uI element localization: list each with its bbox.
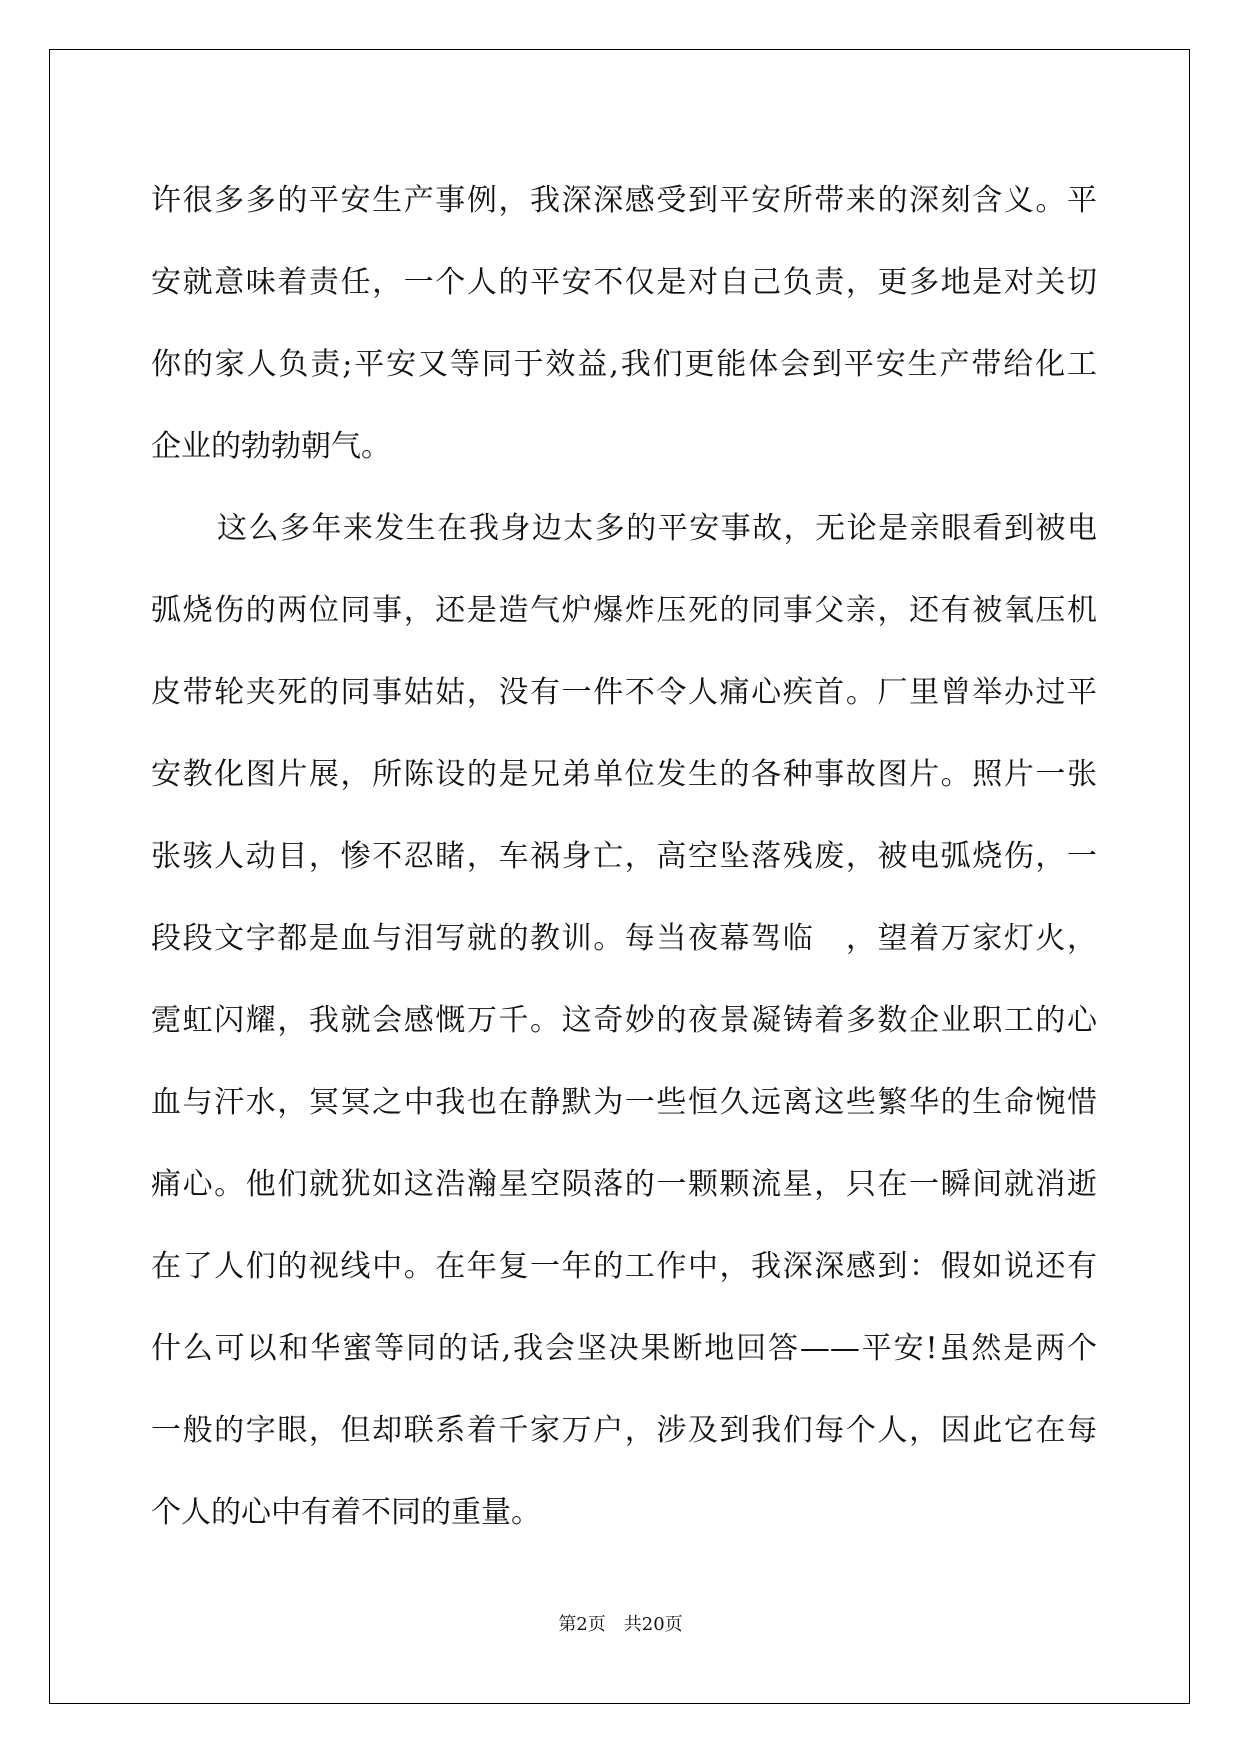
page-total: 共20页 [623,1614,683,1635]
document-body [151,160,1097,1554]
text-line: 张骇人动目，惨不忍睹，车祸身亡，高空坠落残废，被电弧烧伤，一 [151,839,1097,874]
text-line: 许很多多的平安生产事例，我深深感受到平安所带来的深刻含义。平 [151,183,1097,218]
text-line: 一般的字眼，但却联系着千家万户，涉及到我们每个人，因此它在每 [151,1413,1097,1448]
page-footer [0,1610,1241,1636]
text-line: 个人的心中有着不同的重量。 [151,1495,541,1530]
text-line: 血与汗水，冥冥之中我也在静默为一些恒久远离这些繁华的生命惋惜 [151,1085,1097,1120]
text-line: 这么多年来发生在我身边太多的平安事故，无论是亲眼看到被电 [217,511,1097,546]
text-line: 弧烧伤的两位同事，还是造气炉爆炸压死的同事父亲，还有被氧压机 [151,593,1097,628]
text-line: 段段文字都是血与泪写就的教训。每当夜幕驾临 ，望着万家灯火， [151,921,1097,956]
text-line: 什么可以和华蜜等同的话,我会坚决果断地回答——平安!虽然是两个 [151,1331,1097,1366]
text-line: 痛心。他们就犹如这浩瀚星空陨落的一颗颗流星，只在一瞬间就消逝 [151,1167,1097,1202]
page-number: 第2页 [558,1614,606,1635]
text-line: 皮带轮夹死的同事姑姑，没有一件不令人痛心疾首。厂里曾举办过平 [151,675,1097,710]
text-line: 你的家人负责;平安又等同于效益,我们更能体会到平安生产带给化工 [151,347,1097,382]
text-line: 安就意味着责任，一个人的平安不仅是对自己负责，更多地是对关切 [151,265,1097,300]
text-line: 霓虹闪耀，我就会感慨万千。这奇妙的夜景凝铸着多数企业职工的心 [151,1003,1097,1038]
text-line: 在了人们的视线中。在年复一年的工作中，我深深感到：假如说还有 [151,1249,1097,1284]
text-line: 安教化图片展，所陈设的是兄弟单位发生的各种事故图片。照片一张 [151,757,1097,792]
text-line: 企业的勃勃朝气。 [151,429,391,464]
